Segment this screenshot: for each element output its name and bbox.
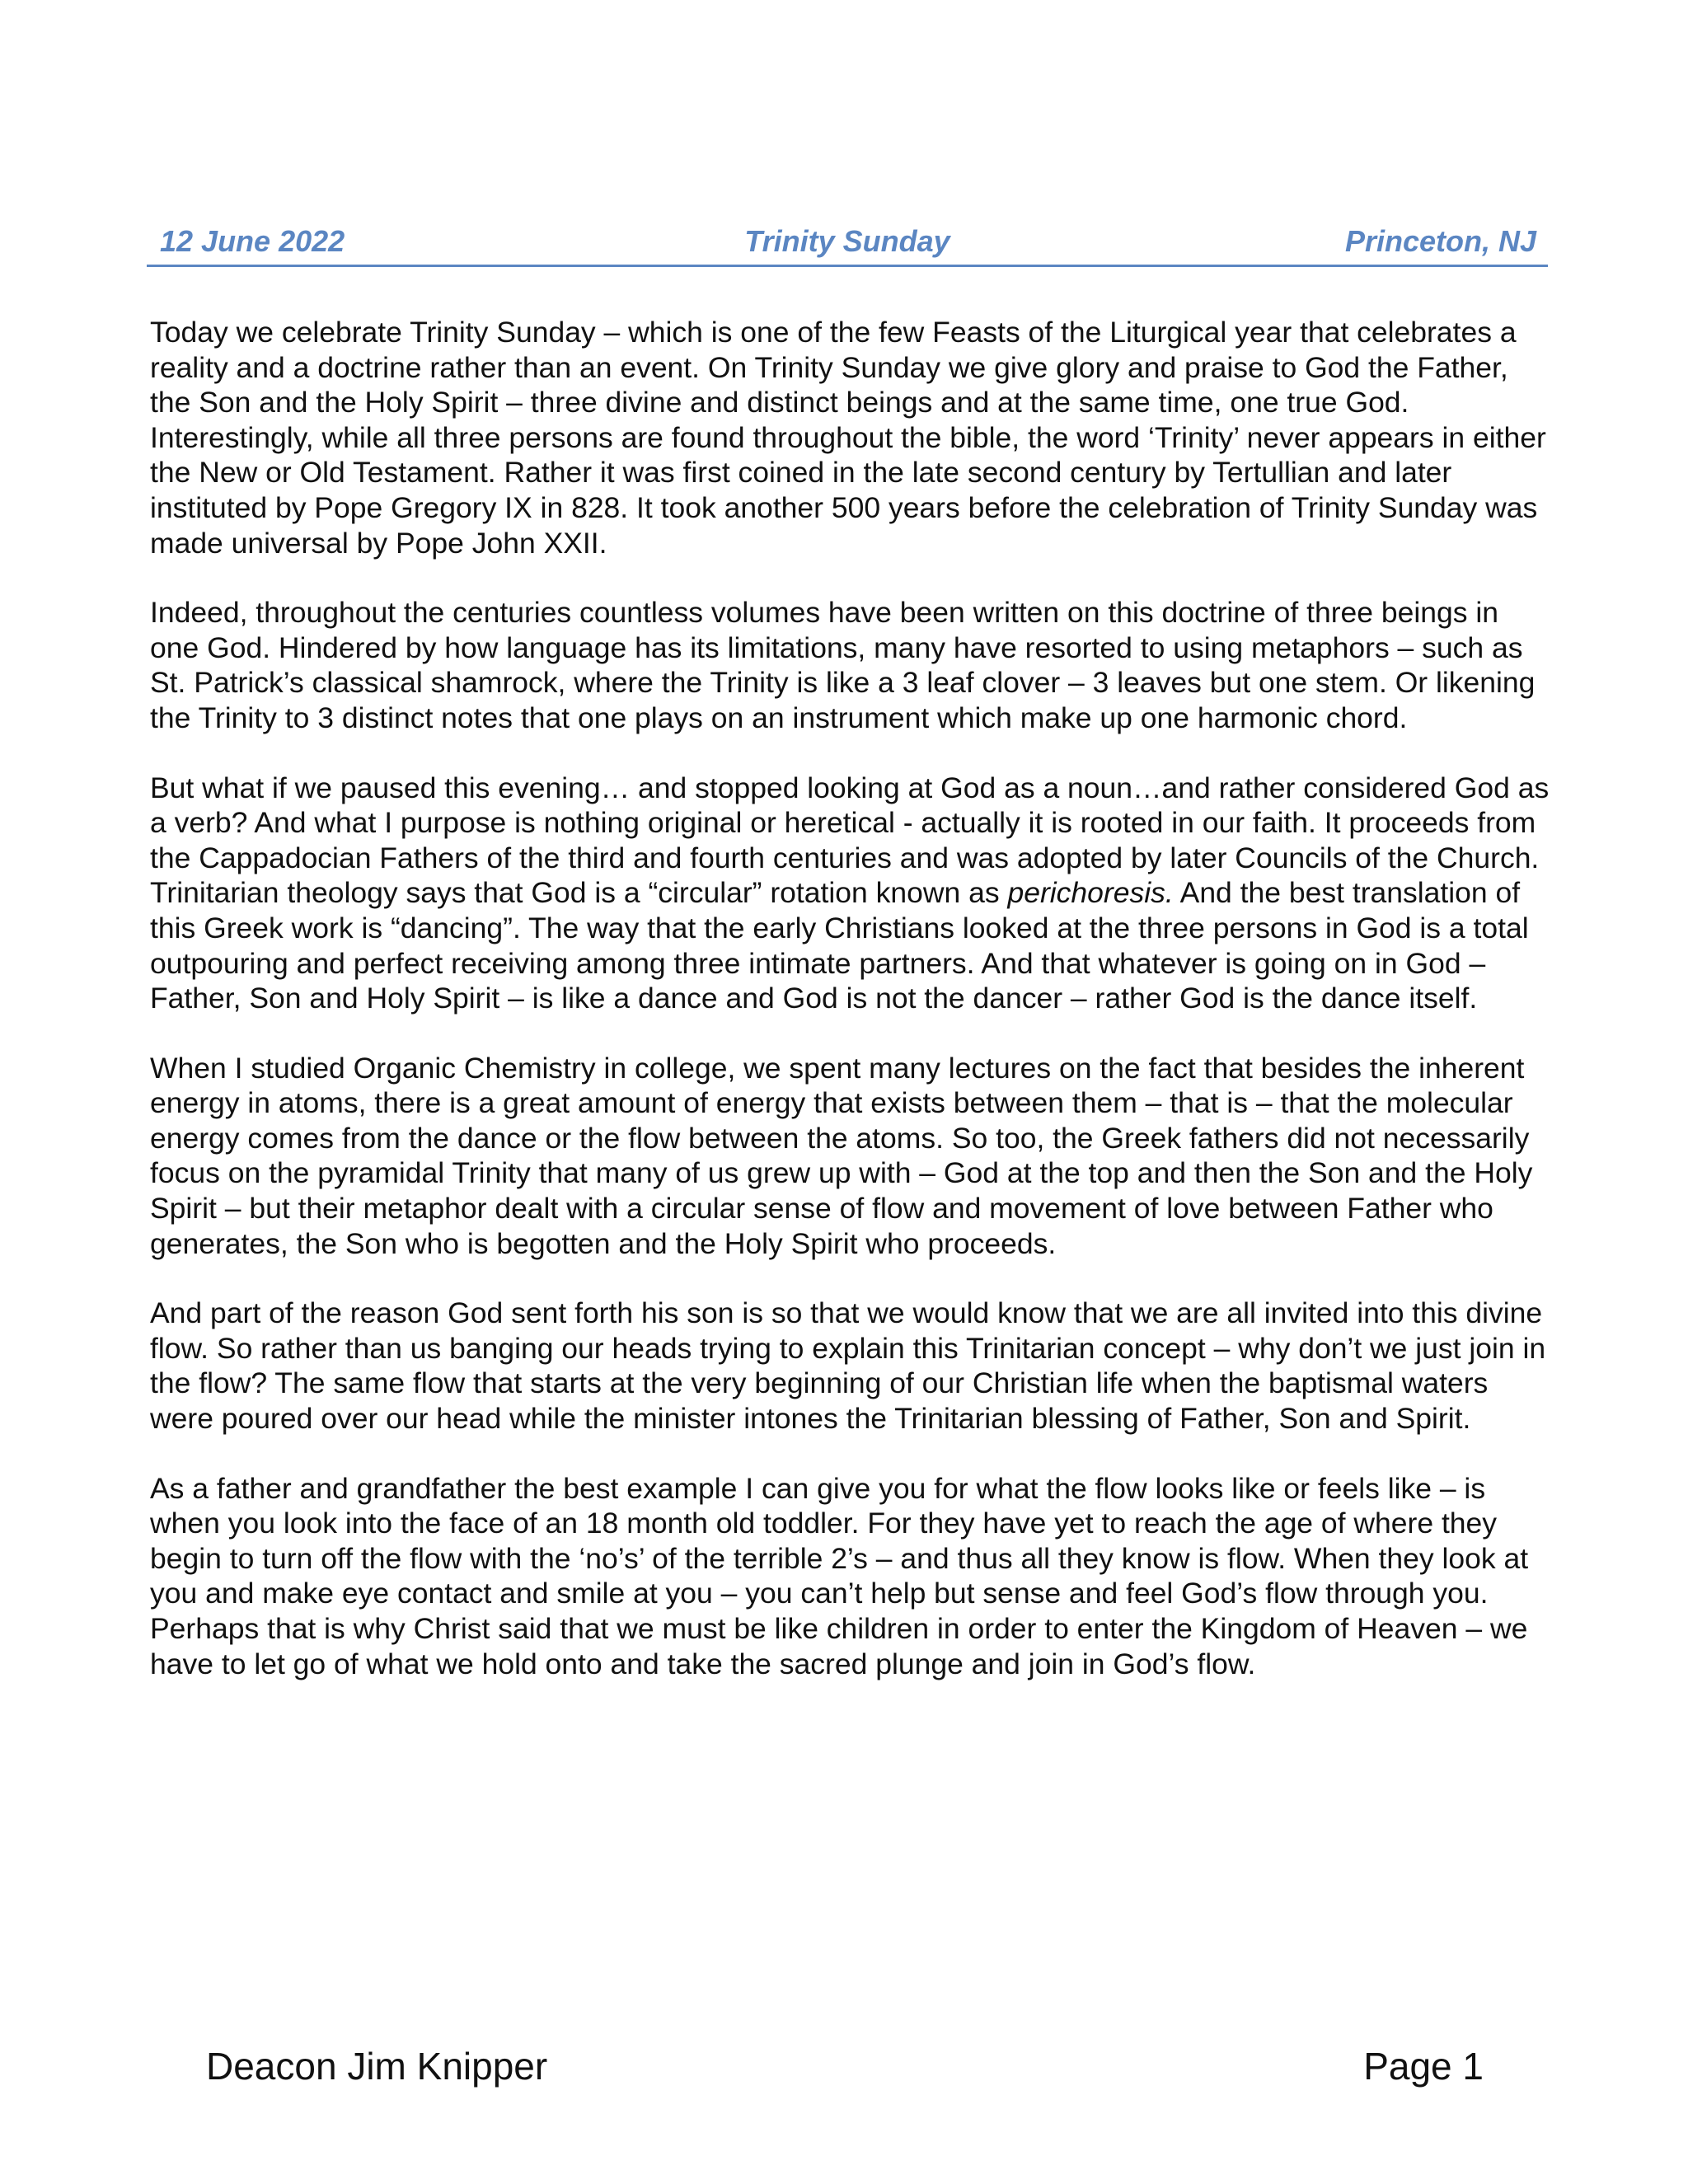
footer-author: Deacon Jim Knipper [206, 2045, 548, 2088]
paragraph-3-part-2: And the best translation of this Greek work is “dancing”. The way that the early Christians looked at the three persons in God is a total outpouring and perfect receiving among three intimate partners. And that whatever is going on in God – Father, Son and Holy Spirit – is like a dance and God is not the dancer – rather God is the dance itself. [150, 876, 1529, 1015]
document-header [147, 216, 1548, 267]
paragraph-3-italic-term: perichoresis. [1007, 876, 1174, 910]
paragraph-3 [150, 771, 1551, 1016]
footer-page-number: Page 1 [1363, 2045, 1484, 2088]
header-location: Princeton, NJ [1344, 224, 1536, 258]
paragraph-2: Indeed, throughout the centuries countless volumes have been written on this doctrine of three beings in one God. Hindered by how language has its limitations, many have resorted to using metaphors – such as St. Patrick’s classical shamrock, where the Trinity is like a 3 leaf clover – 3 leaves but one stem. Or likening the Trinity to 3 distinct notes that one plays on an instrument which make up one harmonic chord. [150, 596, 1536, 734]
paragraph-5: And part of the reason God sent forth his son is so that we would know that we are all invited into this divine flow. So rather than us banging our heads trying to explain this Trinitarian concept – why don’t we just join in the flow? The same flow that starts at the very beginning of our Christian life when the baptismal waters were poured over our head while the minister intones the Trinitarian blessing of Father, Son and Spirit. [150, 1296, 1546, 1436]
sermon-body [150, 315, 1551, 1716]
paragraph-4: When I studied Organic Chemistry in college, we spent many lectures on the fact that besides the inherent energy in atoms, there is a great amount of energy that exists between them – that is – that the molecular energy comes from the dance or the flow between the atoms. So too, the Greek fathers did not necessarily focus on the pyramidal Trinity that many of us grew up with – God at the top and then the Son and the Holy Spirit – but their metaphor dealt with a circular sense of flow and movement of love between Father who generates, the Son who is begotten and the Holy Spirit who proceeds. [150, 1051, 1533, 1260]
paragraph-1: Today we celebrate Trinity Sunday – which is one of the few Feasts of the Liturgical year that celebrates a reality and a doctrine rather than an event. On Trinity Sunday we give glory and praise to God the Father, the Son and the Holy Spirit – three divine and distinct beings and at the same time, one true God. Interestingly, while all three persons are found throughout the bible, the word ‘Trinity’ never appears in either the New or Old Testament. Rather it was first coined in the late second century by Tertullian and later instituted by Pope Gregory IX in 828. It took another 500 years before the celebration of Trinity Sunday was made universal by Pope John XXII. [150, 316, 1546, 560]
header-date: 12 June 2022 [160, 224, 345, 258]
paragraph-3-part-1: But what if we paused this evening… and stopped looking at God as a noun…and rather considered God as a verb? And what I purpose is nothing original or heretical - actually it is rooted in our faith. It proceeds from the Cappadocian Fathers of the third and fourth centuries and was adopted by later Councils of the Church. Trinitarian theology says that God is a “circular” rotation known as [150, 771, 1550, 910]
header-title: Trinity Sunday [744, 224, 950, 258]
paragraph-6: As a father and grandfather the best example I can give you for what the flow looks like or feels like – is when you look into the face of an 18 month old toddler. For they have yet to reach the age of where they begin to turn off the flow with the ‘no’s’ of the terrible 2’s – and thus all they know is flow. When they look at you and make eye contact and smile at you – you can’t help but sense and feel God’s flow through you. Perhaps that is why Christ said that we must be like children in order to enter the Kingdom of Heaven – we have to let go of what we hold onto and take the sacred plunge and join in God’s flow. [150, 1471, 1529, 1680]
